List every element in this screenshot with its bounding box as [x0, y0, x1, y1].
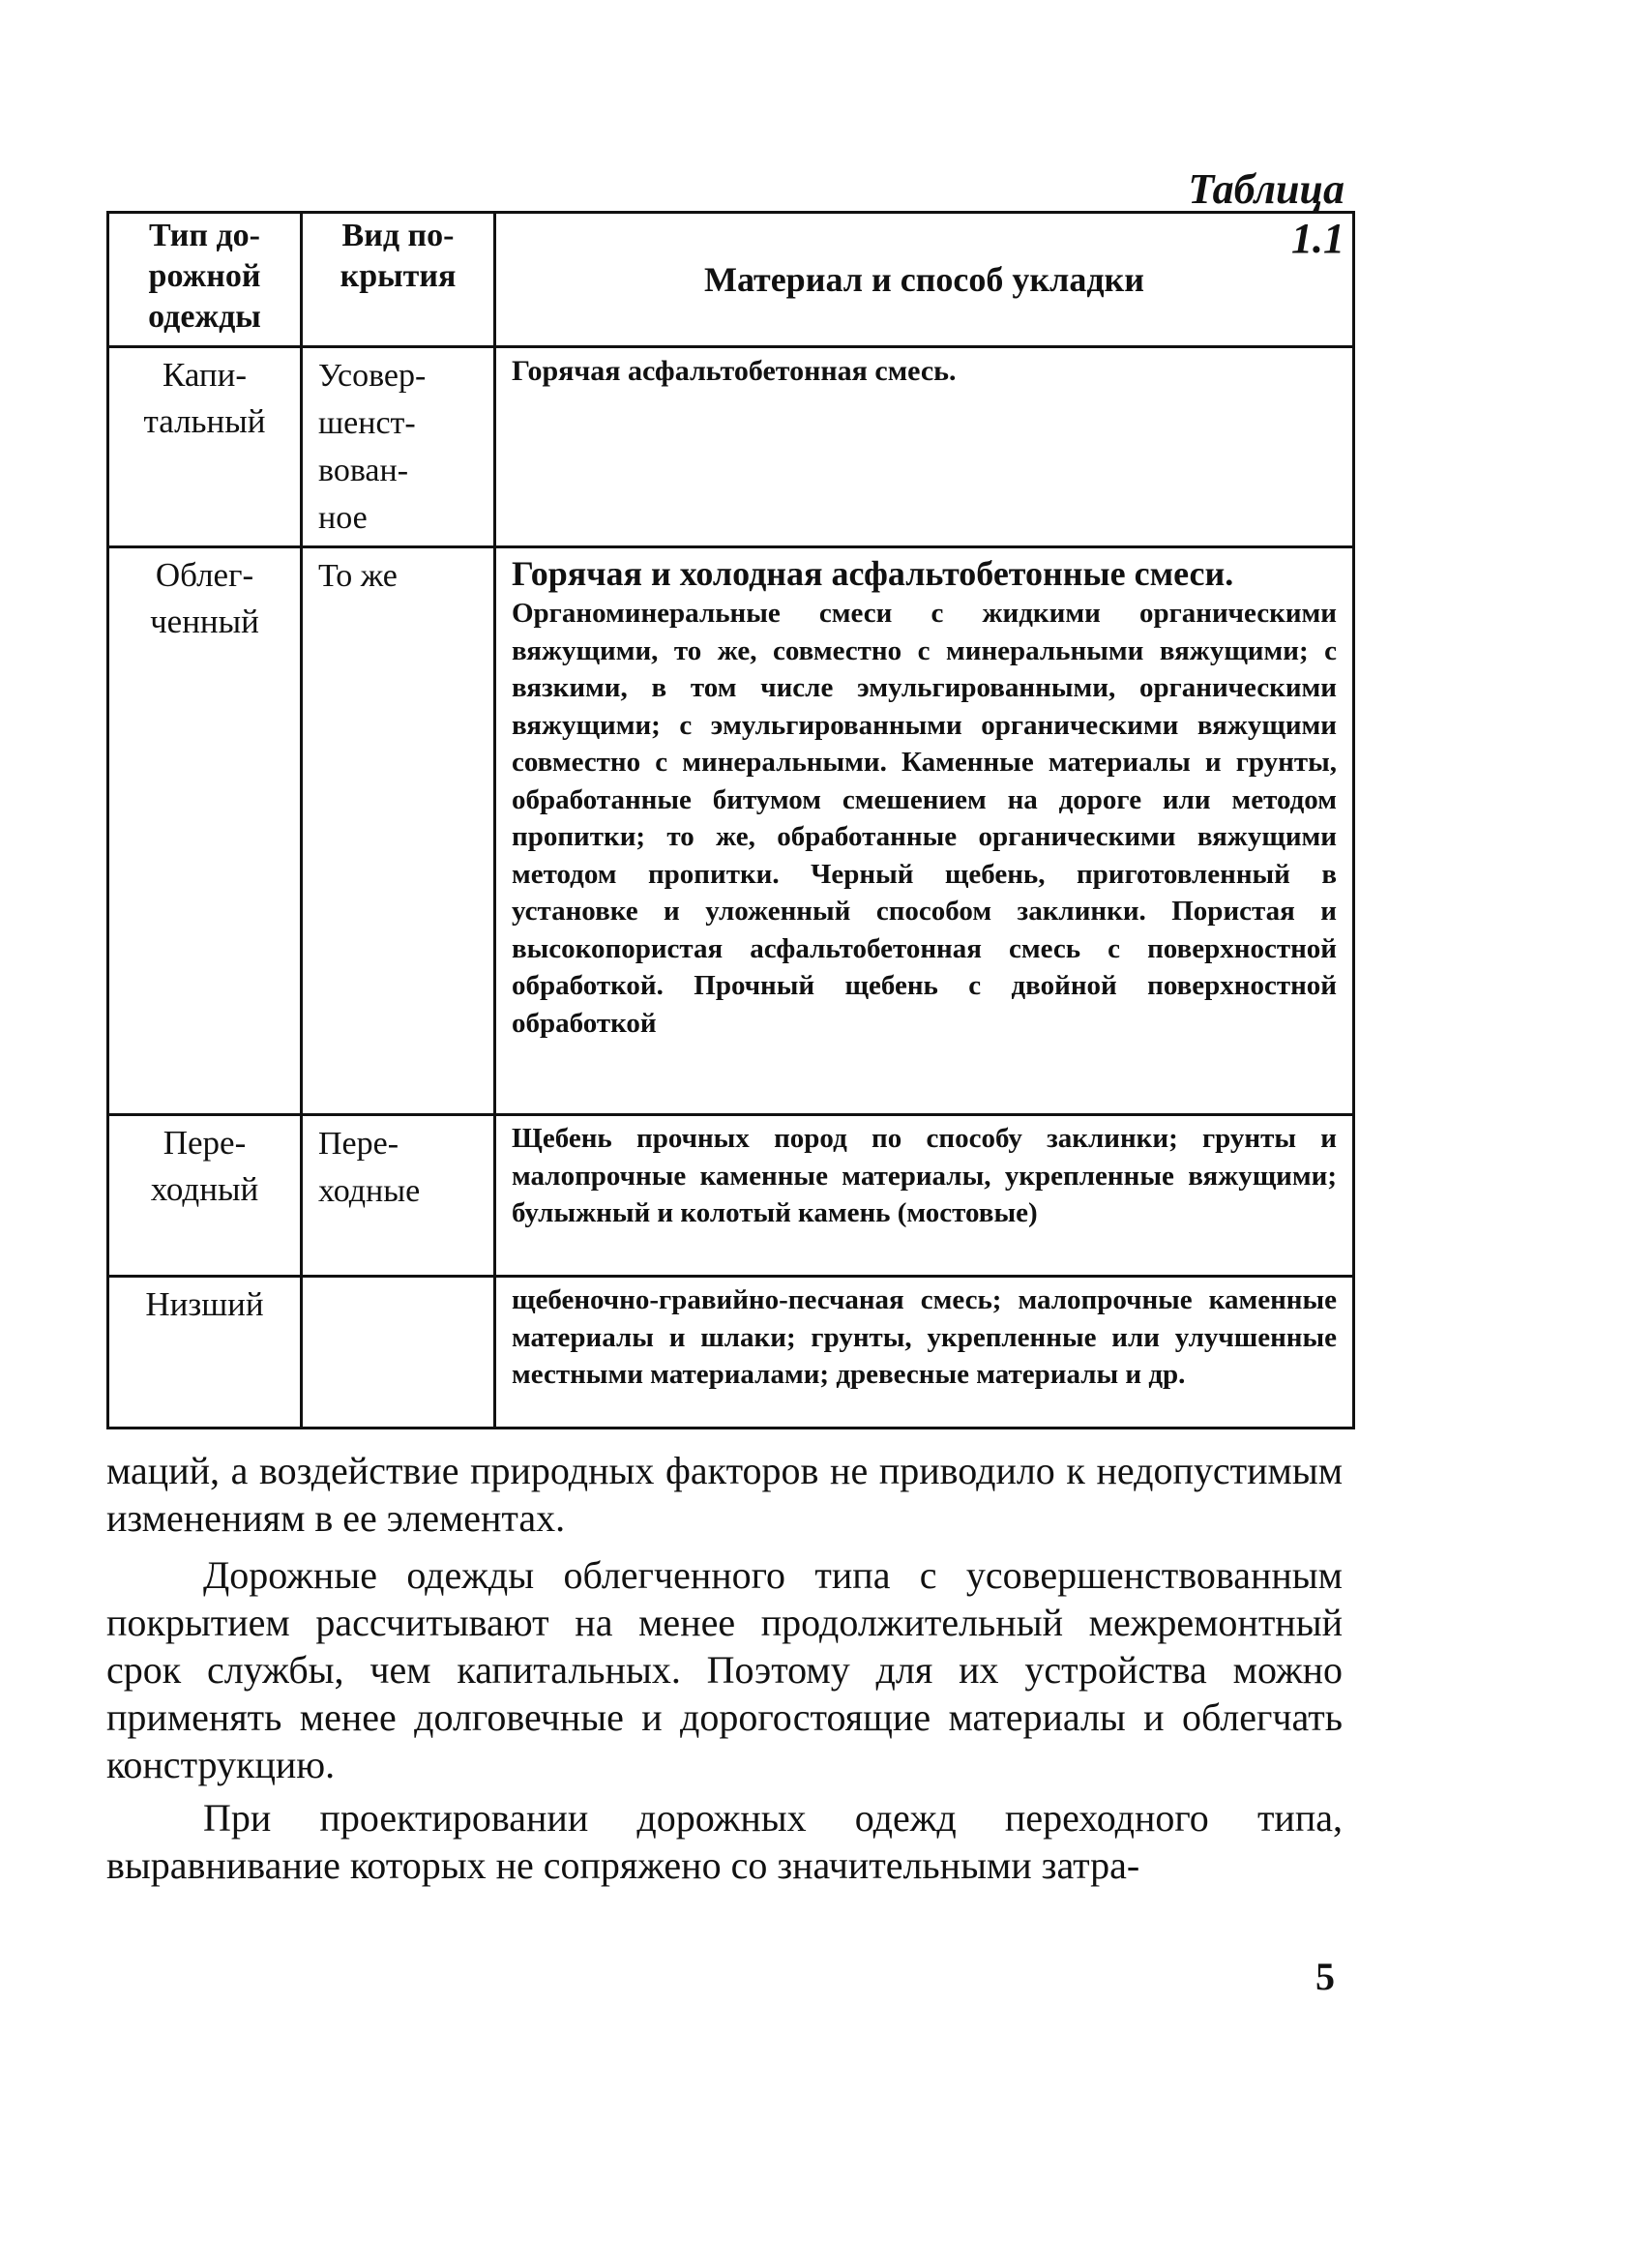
cell-material [495, 347, 1354, 547]
cell-material [495, 547, 1354, 1115]
header-cover-type [302, 213, 495, 347]
table-row [108, 1115, 1354, 1277]
table-row [108, 347, 1354, 547]
cell-pavement-type [108, 347, 302, 547]
body-paragraph: маций, а воздействие природных факторов не приводило к недопустимым изменениям в ее элементах. [106, 1449, 1343, 1540]
page-number: 5 [1315, 1955, 1335, 1998]
header-cover-type-text: Вид по- крытия [340, 218, 457, 294]
table-caption: Таблица 1.1 [1188, 165, 1344, 262]
material-text: щебеночно-гравийно-песчаная смесь; малопрочные каменные материалы и шлаки; грунты, укрепленные или улучшенные местными материалами; древесные материалы и др. [512, 1284, 1337, 1390]
material-lead-text: Горячая асфальтобетонная смесь. [512, 355, 957, 387]
cell-cover-type-text: Усовер- шенст- вован- ное [318, 358, 427, 536]
cell-pavement-type [108, 547, 302, 1115]
cell-pavement-type-text: Пере- ходный [150, 1124, 259, 1208]
cell-pavement-type-text: Облег- ченный [150, 556, 259, 640]
cell-cover-type [302, 1277, 495, 1429]
cell-cover-type [302, 1115, 495, 1277]
table-row [108, 1277, 1354, 1429]
cell-cover-type-text: Пере- ходные [318, 1126, 421, 1209]
material-text: Щебень прочных пород по способу заклинки; грунты и малопрочные каменные материалы, укрепленные вяжущими; булыжный и колотый камень (мостовые) [512, 1123, 1337, 1228]
body-paragraph: Дорожные одежды облегченного типа с усовершенствованным покрытием рассчитывают на менее продолжительный межремонтный срок службы, чем капитальных. Поэтому для их устройства можно применять менее долговечные и дорогостоящие материалы и облегчать конструкцию. [106, 1553, 1343, 1786]
cell-cover-type [302, 347, 495, 547]
body-paragraph: При проектировании дорожных одежд переходного типа, выравнивание которых не сопряжено со значительными затра- [106, 1796, 1343, 1887]
header-pavement-type-text: Тип до- рожной одежды [148, 218, 261, 335]
header-material: Материал и способ укладки [495, 213, 1354, 347]
table-row [108, 547, 1354, 1115]
cell-material [495, 1277, 1354, 1429]
header-pavement-type [108, 213, 302, 347]
table-header-row [108, 213, 1354, 347]
cell-pavement-type: Низший [108, 1277, 302, 1429]
cell-cover-type: То же [302, 547, 495, 1115]
material-lead-text: Горячая и холодная асфальтобетонные смеси. [512, 554, 1234, 593]
cell-material [495, 1115, 1354, 1277]
pavement-types-table [106, 211, 1355, 1429]
cell-pavement-type [108, 1115, 302, 1277]
material-text: Органоминеральные смеси с жидкими органическими вяжущими, то же, совместно с минеральными вяжущими; с вязкими, в том числе эмульгированными, органическими вяжущими; с эмульгированными органическими вяжущими совместно с минеральными. Каменные материалы и грунты, обработанные битумом смешением на дороге или методом пропитки; то же, обработанные органическими вяжущими методом пропитки. Черный щебень, приготовленный в установке и уложенный способом заклинки. Пористая и высокопористая асфальтобетонная смесь с поверхностной обработкой. Прочный щебень с двойной поверхностной обработкой [512, 598, 1337, 1039]
cell-pavement-type-text: Капи- тальный [143, 356, 266, 440]
